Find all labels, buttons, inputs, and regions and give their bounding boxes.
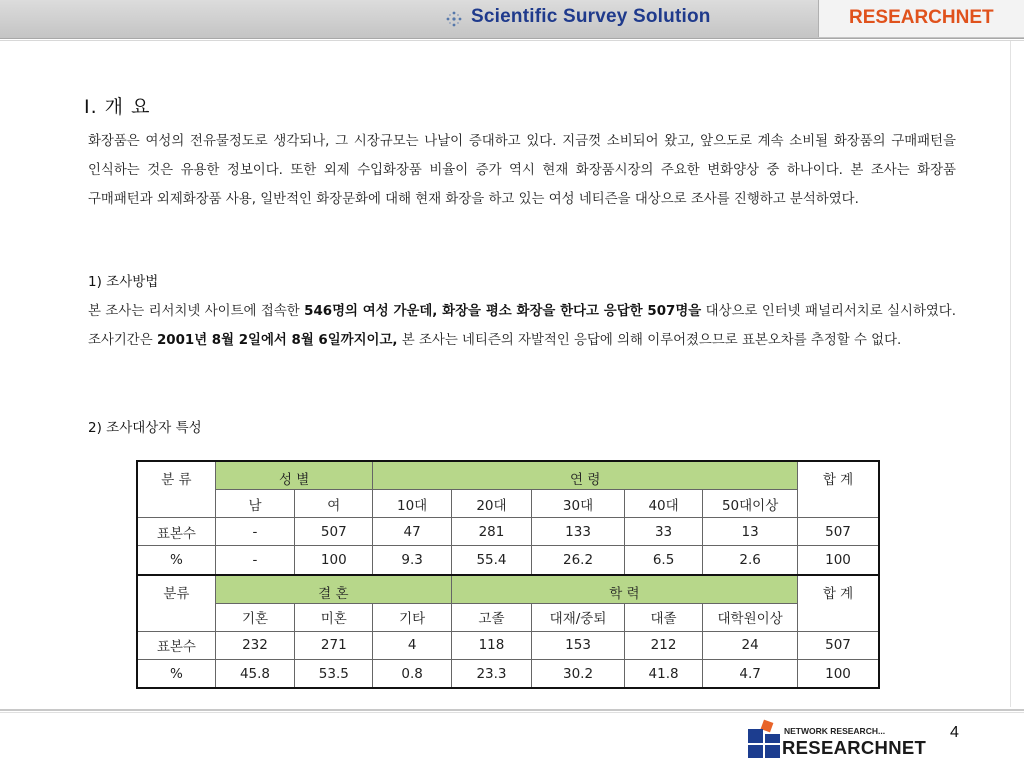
table-cell: 507 xyxy=(798,518,879,546)
method-heading-text: 조사방법 xyxy=(106,274,159,290)
column-header: 20대 xyxy=(451,490,531,518)
table-cell: - xyxy=(215,518,294,546)
column-header: 대재/중퇴 xyxy=(532,603,625,631)
table-cell: 41.8 xyxy=(624,659,702,688)
column-header: 10대 xyxy=(373,490,451,518)
table-cell: 30.2 xyxy=(532,659,625,688)
footer-divider-light xyxy=(0,712,1024,713)
age-group-header: 연 령 xyxy=(373,461,798,490)
column-header: 30대 xyxy=(532,490,625,518)
total-header: 합 계 xyxy=(798,575,879,632)
column-header: 기타 xyxy=(373,603,451,631)
method-bold-1: 546명의 여성 가운데, 화장을 평소 화장을 한다고 응답한 507명을 xyxy=(304,304,702,319)
column-header: 대졸 xyxy=(624,603,702,631)
column-header: 40대 xyxy=(624,490,702,518)
method-text-2: 대상으로 인터넷 패널리서치로 실시하였다. 조사기간은 xyxy=(88,304,957,349)
table-cell: 55.4 xyxy=(451,546,531,575)
table-subheader-row xyxy=(137,603,879,631)
table-row xyxy=(137,631,879,659)
table-cell: 33 xyxy=(624,518,702,546)
table-cell: 212 xyxy=(624,631,702,659)
table-cell: 507 xyxy=(798,631,879,659)
table-cell: 100 xyxy=(798,659,879,688)
column-header: 남 xyxy=(215,490,294,518)
table-subheader-row xyxy=(137,490,879,518)
row-label: % xyxy=(137,659,215,688)
table-cell: 53.5 xyxy=(295,659,373,688)
footer-divider xyxy=(0,709,1024,711)
column-header: 50대이상 xyxy=(703,490,798,518)
method-paragraph xyxy=(88,297,956,355)
column-header: 기혼 xyxy=(215,603,294,631)
category-label-cell: 분 류 xyxy=(137,461,215,518)
gender-group-header: 성 별 xyxy=(215,461,373,490)
method-text-3: 본 조사는 네티즌의 자발적인 응답에 의해 이루어졌으므로 표본오차를 추정할 수 없다. xyxy=(397,333,902,349)
header-brand: RESEARCHNET xyxy=(849,7,994,28)
column-header: 고졸 xyxy=(451,603,531,631)
table-cell: 6.5 xyxy=(624,546,702,575)
table-cell: 26.2 xyxy=(532,546,625,575)
header-bar xyxy=(0,0,1024,39)
total-header: 합 계 xyxy=(798,461,879,518)
table-header-row xyxy=(137,461,879,490)
method-heading xyxy=(88,270,158,290)
table-cell: 281 xyxy=(451,518,531,546)
table-cell: 0.8 xyxy=(373,659,451,688)
header-divider xyxy=(0,40,1024,41)
researchnet-logo-icon xyxy=(748,719,782,759)
table-cell: 271 xyxy=(295,631,373,659)
page-number: 4 xyxy=(950,724,959,741)
intro-paragraph: 화장품은 여성의 전유물정도로 생각되나, 그 시장규모는 나날이 증대하고 있다. 지금껏 소비되어 왔고, 앞으도로 계속 소비될 화장품의 구매패턴을 인식하는 것은 유용한 정보이다. 또한 외제 수입화장품 비율이 증가 역시 현재 화장품시장의 주요한 변화양상 중 하나이다. 본 조사는 화장품 구매패턴과 외제화장품 사용, 일반적인 화장문화에 대해 현재 화장을 하고 있는 여성 네티즌을 대상으로 조사를 진행하고 분석하였다. xyxy=(88,134,956,208)
footer-logo-tagline: NETWORK RESEARCH... xyxy=(784,726,886,736)
table-cell: 23.3 xyxy=(451,659,531,688)
method-heading-number: 1) xyxy=(88,274,102,290)
table-cell: 13 xyxy=(703,518,798,546)
column-header: 미혼 xyxy=(295,603,373,631)
table-cell: 4 xyxy=(373,631,451,659)
row-label: % xyxy=(137,546,215,575)
table-cell: 232 xyxy=(215,631,294,659)
method-bold-2: 2001년 8월 2일에서 8월 6일까지이고, xyxy=(156,333,398,349)
respondent-table xyxy=(136,460,880,689)
row-label: 표본수 xyxy=(137,518,215,546)
category-label-cell: 분류 xyxy=(137,575,215,632)
table-row xyxy=(137,659,879,688)
table-cell: 47 xyxy=(373,518,451,546)
table-cell: 4.7 xyxy=(703,659,798,688)
table-cell: 100 xyxy=(295,546,373,575)
table-cell: 2.6 xyxy=(703,546,798,575)
header-title: Scientific Survey Solution xyxy=(471,6,711,27)
table-cell: 24 xyxy=(703,631,798,659)
marriage-group-header: 결 혼 xyxy=(215,575,451,604)
table-cell: - xyxy=(215,546,294,575)
table-header-row xyxy=(137,575,879,604)
dotted-cross-icon xyxy=(444,9,464,29)
row-label: 표본수 xyxy=(137,631,215,659)
table-cell: 153 xyxy=(532,631,625,659)
table-cell: 100 xyxy=(798,546,879,575)
column-header: 대학원이상 xyxy=(703,603,798,631)
table-cell: 45.8 xyxy=(215,659,294,688)
table-cell: 118 xyxy=(451,631,531,659)
table-row xyxy=(137,518,879,546)
table-cell: 507 xyxy=(295,518,373,546)
table-cell: 9.3 xyxy=(373,546,451,575)
section-title: Ⅰ. 개 요 xyxy=(84,96,151,118)
footer-logo-wordmark: RESEARCHNET xyxy=(782,737,927,758)
education-group-header: 학 력 xyxy=(451,575,797,604)
table-cell: 133 xyxy=(532,518,625,546)
header-brand-box xyxy=(818,0,1024,37)
method-text-1: 본 조사는 리서치넷 사이트에 접속한 xyxy=(88,304,305,319)
table-row xyxy=(137,546,879,575)
column-header: 여 xyxy=(295,490,373,518)
subjects-heading: 2) 조사대상자 특성 xyxy=(88,420,202,436)
right-margin-line xyxy=(1010,41,1011,707)
